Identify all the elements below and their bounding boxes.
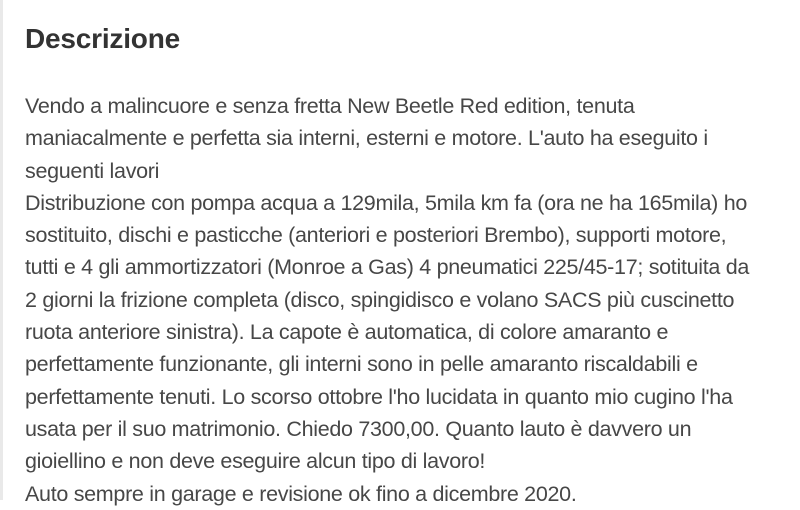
description-line: sostituito, dischi e pasticche (anteriori e posteriori Brembo), supporti motore,: [25, 223, 727, 248]
description-line: gioiellino e non deve eseguire alcun tipo di lavoro!: [25, 449, 486, 474]
description-line: seguenti lavori: [25, 158, 160, 183]
section-title: Descrizione: [25, 23, 180, 54]
description-line: Vendo a malincuore e senza fretta New Beetle Red edition, tenuta: [25, 94, 635, 118]
description-line: usata per il suo matrimonio. Chiedo 7300,00. Quanto lauto è davvero un: [25, 416, 692, 441]
description-line: ruota anteriore sinistra). La capote è automatica, di colore amaranto e: [25, 320, 669, 345]
description-line: Distribuzione con pompa acqua a 129mila, 5mila km fa (ora ne ha 165mila) ho: [25, 190, 748, 215]
description-text: [25, 90, 795, 510]
description-line: Auto sempre in garage e revisione ok fino a dicembre 2020.: [25, 481, 577, 506]
left-edge-strip: [0, 0, 3, 500]
description-line: perfettamente funzionante, gli interni sono in pelle amaranto riscaldabili e: [25, 352, 698, 377]
description-line: perfettamente tenuti. Lo scorso ottobre l'ho lucidata in quanto mio cugino l'ha: [25, 384, 733, 409]
description-line: 2 giorni la frizione completa (disco, spingidisco e volano SACS più cuscinetto: [25, 287, 735, 312]
description-line: tutti e 4 gli ammortizzatori (Monroe a Gas) 4 pneumatici 225/45-17; sotituita da: [25, 255, 750, 280]
description-line: maniacalmente e perfetta sia interni, esterni e motore. L'auto ha eseguito i: [25, 126, 708, 151]
